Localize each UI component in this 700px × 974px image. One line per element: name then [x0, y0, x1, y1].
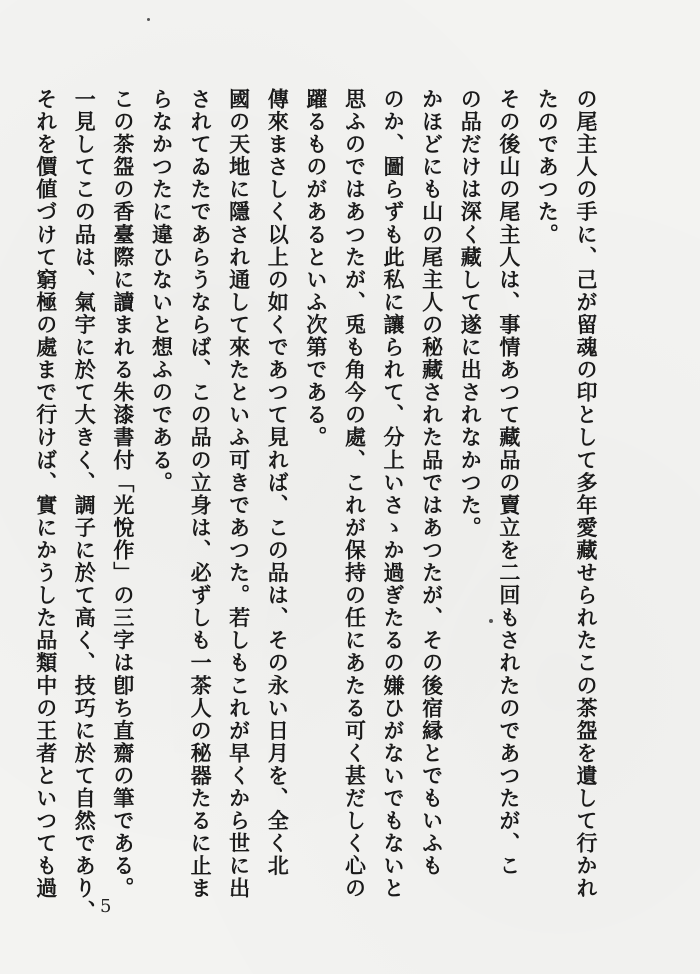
text-line-4: の品だけは深く藏して遂に出されなかつた。 [458, 88, 484, 539]
page-number: 5 [100, 896, 112, 917]
text-line-5: かほどにも山の尾主人の秘藏された品ではあつたが、その後宿縁とでもいふも [419, 88, 445, 878]
text-line-11: されてゐたであらうならば、この品の立身は、必ずしも一茶人の秘器たるに止ま [188, 88, 214, 900]
text-line-1: の尾主人の手に、己が留魂の印として多年愛藏せられたこの茶盌を遺して行かれ [574, 88, 599, 900]
paper-speck [147, 18, 150, 21]
text-line-13: この茶盌の香臺際に讀まれる朱漆書付「光悅作」の三字は卽ち直齋の筆である。 [110, 88, 136, 900]
paper-speck [489, 619, 493, 623]
text-line-14: 一見してこの品は、氣宇に於て大きく、調子に於て高く、技巧に於て自然であり、 [72, 88, 98, 923]
text-line-6: のか、圖らずも此私に讓られて、分上いさゝか過ぎたるの嫌ひがないでもないと [381, 88, 407, 900]
text-line-12: らなかつたに違ひないと想ふのである。 [149, 88, 175, 494]
text-line-3: その後山の尾主人は、事情あつて藏品の賣立を二回もされたのであつたが、こ [496, 88, 522, 878]
text-line-9: 傳來まさしく以上の如くであつて見れば、この品は、その永い日月を、全く北 [265, 88, 291, 878]
text-line-8: 躍るものがあるといふ次第である。 [303, 88, 329, 449]
body-text [33, 88, 605, 923]
text-line-15: それを價値づけて窮極の處まで行けば、實にかうした品類中の王者といつても過 [33, 88, 59, 900]
text-line-2: たのであつた。 [535, 88, 561, 246]
text-line-10: 國の天地に隱され通して來たといふ可きであつた。若しもこれが早くから世に出 [226, 88, 252, 900]
text-line-7: 思ふのではあつたが、兎も角今の處、これが保持の任にあたる可く甚だしく心の [342, 88, 368, 900]
